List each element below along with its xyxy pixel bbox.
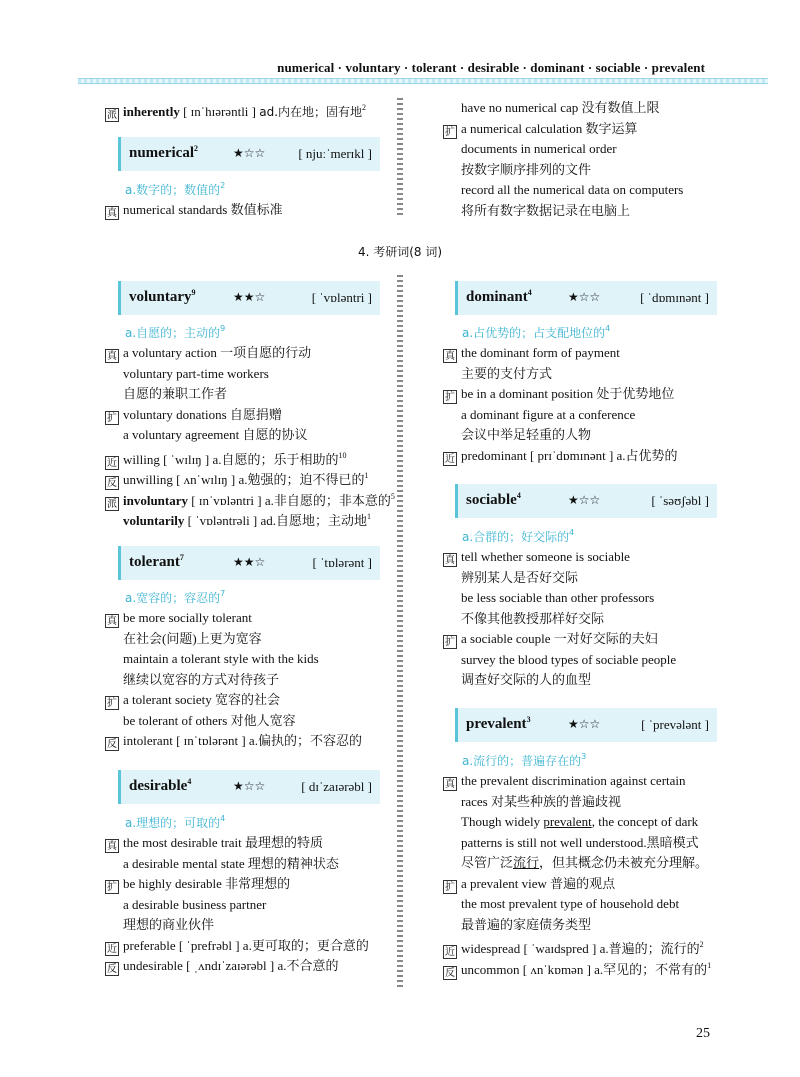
entry-text: 理想的商业伙伴 bbox=[123, 917, 215, 932]
meaning-numerical: a.数字的；数值的$^2$ bbox=[125, 181, 226, 197]
derived-word: inherently bbox=[123, 104, 180, 119]
entry-line bbox=[443, 896, 679, 912]
word-box-numerical bbox=[118, 137, 380, 171]
entry-text: a voluntary agreement 自愿的协议 bbox=[123, 427, 308, 442]
phonetic: [ ˈvɒləntri ] bbox=[311, 290, 372, 305]
entry-tag: 真 bbox=[107, 208, 117, 219]
entry-text: numerical standards 数值标准 bbox=[123, 202, 283, 217]
entry-line bbox=[443, 835, 699, 851]
entry-line bbox=[105, 386, 227, 402]
entry-text: a desirable business partner bbox=[123, 896, 267, 912]
entry-line bbox=[105, 509, 371, 529]
entry-text: maintain a tolerant style with the kids bbox=[123, 651, 319, 666]
entry-text: a sociable couple 一对好交际的夫妇 bbox=[461, 631, 658, 646]
meaning-desirable: a.理想的；可取的$^4$ bbox=[125, 814, 226, 830]
entry-text: 会议中举足轻重的人物 bbox=[461, 427, 592, 442]
frequency-sup: 1 bbox=[707, 960, 712, 970]
phonetic: [ dɪˈzaɪərəbl ] bbox=[301, 779, 372, 794]
entry-tag: 真 bbox=[445, 351, 455, 362]
entry-line bbox=[443, 549, 630, 567]
entry-tag: 真 bbox=[107, 616, 117, 627]
derived-inherently bbox=[105, 100, 366, 122]
entry-text: intolerant [ ɪnˈtɒlərənt ] a.偏执的；不容忍的 bbox=[123, 733, 362, 748]
headword: voluntary$^9$ bbox=[129, 288, 196, 305]
underlined-word: prevalent bbox=[543, 814, 592, 829]
entry-line bbox=[443, 937, 704, 959]
word-box-tolerant bbox=[118, 546, 380, 580]
entry-text: a tolerant society 宽容的社会 bbox=[123, 692, 281, 707]
entry-text: a desirable mental state 理想的精神状态 bbox=[123, 855, 339, 871]
headword: prevalent$^3$ bbox=[466, 715, 531, 732]
entry-tag: 真 bbox=[445, 779, 455, 790]
entry-line bbox=[443, 794, 621, 810]
entry-text: the most prevalent type of household debt bbox=[461, 896, 680, 911]
entry-text: preferable [ ˈprefrəbl ] a.更可取的；更合意的 bbox=[123, 937, 369, 953]
entry-line bbox=[443, 448, 678, 466]
entry-tag: 真 bbox=[107, 841, 117, 852]
entry-line bbox=[443, 773, 686, 791]
frequency-sup: 1 bbox=[367, 512, 372, 521]
entry-line bbox=[443, 162, 591, 178]
entry-line: Though widely prevalent, the concept of dark bbox=[461, 814, 699, 829]
entry-line bbox=[105, 448, 347, 470]
entry-text: record all the numerical data on computers bbox=[461, 182, 684, 197]
phonetic: [ njuːˈmerɪkl ] bbox=[298, 146, 372, 161]
entry-line bbox=[443, 611, 604, 627]
entry-line bbox=[105, 366, 269, 382]
entry-text: predominant [ prɪˈdɒmɪnənt ] a.占优势的 bbox=[461, 447, 678, 463]
entry-text: uncommon [ ʌnˈkɒmən ] a.罕见的；不常有的 bbox=[461, 961, 708, 977]
entry-text: 自愿的兼职工作者 bbox=[123, 386, 228, 401]
entry-line bbox=[443, 386, 674, 404]
entry-text: tell whether someone is sociable bbox=[461, 549, 630, 564]
phonetic: [ ˈsəʊʃəbl ] bbox=[651, 493, 709, 508]
entry-text: 主要的支付方式 bbox=[461, 365, 553, 381]
entry-text: documents in numerical order bbox=[461, 141, 617, 156]
phonetic: [ ˈdɒmɪnənt ] bbox=[640, 290, 709, 305]
entry-text: be tolerant of others 对他人宽容 bbox=[123, 712, 296, 728]
entry-line bbox=[443, 631, 658, 649]
headword: numerical$^2$ bbox=[129, 144, 198, 161]
entry-line bbox=[105, 651, 319, 667]
entry-text: be highly desirable 非常理想的 bbox=[123, 876, 291, 891]
derived-sup: 2 bbox=[362, 103, 367, 112]
meaning-prevalent: a.流行的；普遍存在的$^3$ bbox=[462, 752, 587, 768]
frequency-sup: 1 bbox=[364, 471, 369, 480]
star-rating: ★★☆ bbox=[233, 290, 266, 304]
entry-line bbox=[443, 570, 578, 586]
entry-tag: 近 bbox=[107, 943, 117, 955]
entry-tag: 近 bbox=[107, 457, 117, 469]
entry-tag: 扩 bbox=[445, 392, 455, 403]
entry-text: 将所有数字数据记录在电脑上 bbox=[461, 202, 631, 218]
phonetic: [ ˈprevələnt ] bbox=[641, 717, 709, 732]
underlined-word: 流行 bbox=[513, 855, 540, 870]
frequency-sup: 10 bbox=[338, 450, 347, 460]
entry-text: be less sociable than other professors bbox=[461, 590, 655, 605]
entry-text: voluntary donations 自愿捐赠 bbox=[123, 406, 282, 422]
entry-line bbox=[443, 917, 591, 933]
entry-text: patterns is still not well understood.黑暗模式 bbox=[461, 834, 699, 850]
entry-tag: 扩 bbox=[445, 126, 455, 138]
entry-line bbox=[105, 835, 323, 853]
entry-line bbox=[105, 713, 296, 729]
headword: dominant$^4$ bbox=[466, 288, 532, 305]
entry-text: undesirable [ ˌʌndɪˈzaɪərəbl ] a.不合意的 bbox=[123, 958, 339, 973]
entry-tag: 真 bbox=[107, 351, 117, 362]
star-rating: ★☆☆ bbox=[233, 779, 266, 793]
entry-text: widespread [ ˈwaɪdspred ] a.普遍的；流行的 bbox=[461, 941, 700, 956]
entry-tag: 反 bbox=[107, 739, 117, 750]
entry-line bbox=[105, 692, 280, 710]
word-box-voluntary bbox=[118, 281, 380, 315]
frequency-sup: 2 bbox=[699, 940, 704, 949]
entry-tag: 扩 bbox=[107, 698, 117, 709]
derived-def: ad.内在地；固有地 bbox=[259, 105, 363, 119]
entry-line bbox=[105, 202, 283, 220]
header-rule bbox=[78, 78, 768, 84]
entry-tag: 近 bbox=[445, 947, 455, 958]
entry-line bbox=[105, 938, 369, 956]
entry-text: 调查好交际的人的血型 bbox=[461, 672, 592, 687]
section-title: 4. 考研词(8 词) bbox=[357, 245, 443, 259]
entry-line bbox=[443, 427, 591, 443]
headword: tolerant$^7$ bbox=[129, 553, 184, 570]
entry-text: a numerical calculation 数字运算 bbox=[461, 120, 638, 136]
entry-line bbox=[443, 652, 676, 668]
word-box-prevalent bbox=[455, 708, 717, 742]
entry-tag: 反 bbox=[107, 478, 117, 489]
entry-text: voluntary part-time workers bbox=[123, 365, 269, 381]
entry-tag: 近 bbox=[445, 453, 455, 465]
running-header: numerical · voluntary · tolerant · desirable · dominant · sociable · prevalent bbox=[277, 60, 705, 75]
word-box-desirable bbox=[118, 770, 380, 804]
entry-line bbox=[443, 182, 683, 198]
entry-text: 辨别某人是否好交际 bbox=[461, 569, 579, 585]
page-number: 25 bbox=[696, 1026, 710, 1041]
entry-line bbox=[105, 876, 290, 894]
entry-text: a voluntary action 一项自愿的行动 bbox=[123, 345, 312, 360]
entry-text: 在社会(问题)上更为宽容 bbox=[123, 630, 262, 646]
entry-line bbox=[105, 672, 279, 688]
entry-line bbox=[443, 121, 638, 139]
entry-text: 最普遍的家庭债务类型 bbox=[461, 916, 592, 932]
star-rating: ★☆☆ bbox=[568, 290, 601, 304]
entry-text: be more socially tolerant bbox=[123, 610, 252, 625]
entry-tag: 扩 bbox=[107, 882, 117, 893]
entry-line bbox=[105, 856, 339, 872]
column-divider-main bbox=[397, 275, 403, 987]
entry-line bbox=[443, 141, 617, 157]
meaning-tolerant: a.宽容的；容忍的$^7$ bbox=[125, 589, 226, 605]
entry-line bbox=[443, 407, 635, 423]
column-divider-top bbox=[397, 98, 403, 216]
meaning-voluntary: a.自愿的；主动的$^9$ bbox=[125, 324, 226, 340]
derived-word: voluntarily bbox=[123, 513, 185, 528]
entry-tag: 真 bbox=[445, 555, 455, 566]
entry-tag: 扩 bbox=[107, 412, 117, 424]
entry-line bbox=[443, 203, 630, 219]
entry-tag: 派 bbox=[107, 498, 117, 510]
tag-derived: 派 bbox=[107, 110, 117, 121]
entry-line bbox=[105, 468, 369, 490]
meaning-sociable: a.合群的；好交际的$^4$ bbox=[462, 528, 575, 544]
entry-text: have no numerical cap 没有数值上限 bbox=[461, 100, 660, 115]
entry-line bbox=[443, 958, 711, 980]
entry-line bbox=[105, 733, 362, 751]
entry-line bbox=[443, 590, 654, 606]
entry-tag: 反 bbox=[107, 964, 117, 975]
entry-text: the most desirable trait 最理想的特质 bbox=[123, 835, 324, 850]
entry-line bbox=[443, 345, 620, 363]
frequency-sup: 5 bbox=[390, 491, 395, 501]
entry-text: 继续以宽容的方式对待孩子 bbox=[123, 671, 280, 687]
entry-line bbox=[105, 427, 307, 443]
star-rating: ★☆☆ bbox=[233, 146, 266, 160]
entry-line: 尽管广泛流行，但其概念仍未被充分理解。 bbox=[461, 855, 709, 870]
entry-line bbox=[443, 672, 591, 688]
entry-line bbox=[105, 958, 339, 976]
phonetic: [ ˈtɒlərənt ] bbox=[312, 555, 372, 570]
entry-text: the dominant form of payment bbox=[461, 345, 620, 360]
entry-text: [ ˈvɒləntrəli ] ad.自愿地；主动地 bbox=[184, 513, 368, 528]
entry-line bbox=[105, 917, 214, 933]
word-box-dominant bbox=[455, 281, 717, 315]
entry-text: a prevalent view 普遍的观点 bbox=[461, 875, 616, 891]
star-rating: ★☆☆ bbox=[568, 717, 601, 731]
star-rating: ★☆☆ bbox=[568, 493, 601, 507]
entry-text: survey the blood types of sociable people bbox=[461, 651, 677, 667]
headword: desirable$^4$ bbox=[129, 777, 192, 794]
derived-phonetic: [ ɪnˈhɪərəntli ] bbox=[183, 104, 256, 119]
entry-line bbox=[105, 407, 282, 425]
entry-tag: 扩 bbox=[445, 881, 455, 893]
entry-text: be in a dominant position 处于优势地位 bbox=[461, 386, 675, 401]
entry-line bbox=[443, 100, 660, 116]
entry-line bbox=[443, 366, 552, 382]
entry-text: 按数字顺序排列的文件 bbox=[461, 161, 592, 177]
headword: sociable$^4$ bbox=[466, 491, 521, 508]
entry-line bbox=[105, 897, 266, 913]
entry-line bbox=[105, 345, 311, 363]
entry-text: the prevalent discrimination against certain bbox=[461, 773, 686, 788]
entry-tag: 反 bbox=[445, 967, 455, 979]
derived-word: involuntary bbox=[123, 492, 189, 508]
entry-line bbox=[105, 631, 262, 647]
entry-line bbox=[105, 610, 252, 628]
entry-text: willing [ ˈwɪlɪŋ ] a.自愿的；乐于相助的 bbox=[123, 451, 339, 467]
word-box-sociable bbox=[455, 484, 717, 518]
entry-text: 不像其他教授那样好交际 bbox=[461, 610, 605, 626]
entry-text: races 对某些种族的普遍歧视 bbox=[461, 793, 621, 809]
entry-line bbox=[105, 489, 395, 511]
star-rating: ★★☆ bbox=[233, 555, 266, 569]
entry-text: unwilling [ ʌnˈwɪlɪŋ ] a.勉强的；迫不得已的 bbox=[123, 472, 365, 487]
entry-text: [ ɪnˈvɒləntri ] a.非自愿的；非本意的 bbox=[188, 492, 391, 508]
entry-tag: 扩 bbox=[445, 637, 455, 648]
entry-text: a dominant figure at a conference bbox=[461, 406, 636, 422]
meaning-dominant: a.占优势的；占支配地位的$^4$ bbox=[462, 324, 611, 340]
entry-line bbox=[443, 876, 615, 894]
